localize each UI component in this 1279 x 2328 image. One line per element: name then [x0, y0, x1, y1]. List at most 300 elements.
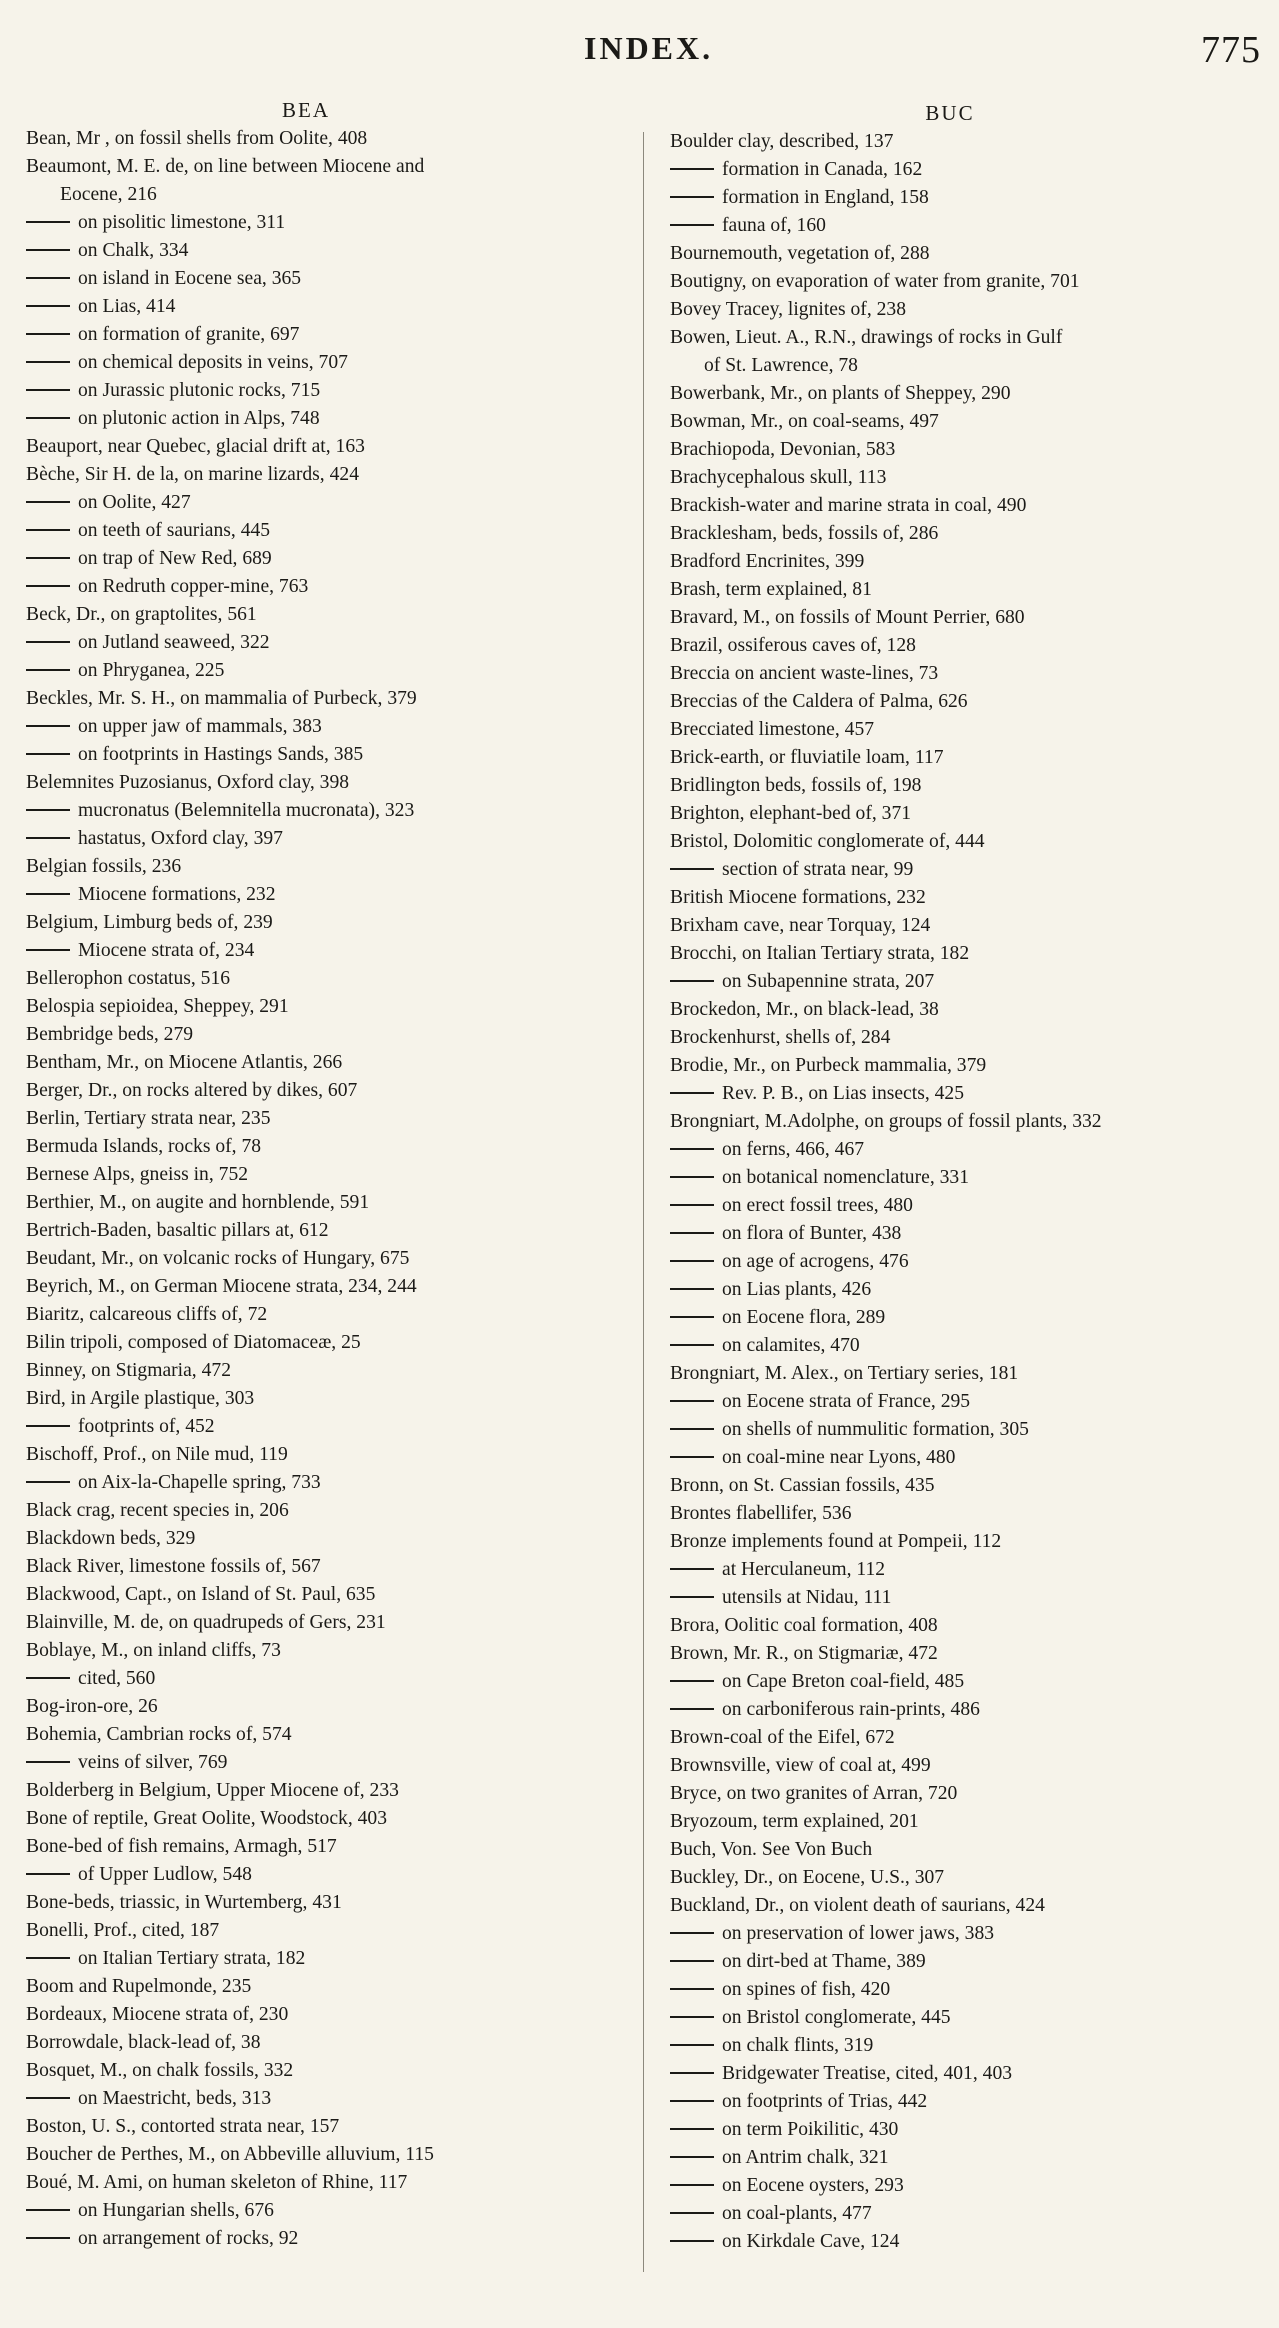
entry-text: on flora of Bunter, 438 — [722, 1223, 902, 1244]
entry-text: on arrangement of rocks, 92 — [78, 2228, 299, 2249]
index-entry — [26, 601, 640, 629]
index-subentry — [670, 1416, 1270, 1444]
index-entry — [26, 2001, 640, 2029]
entry-text: on plutonic action in Alps, 748 — [78, 408, 320, 429]
index-subentry — [670, 968, 1270, 996]
entry-text: Berlin, Tertiary strata near, 235 — [26, 1108, 271, 1129]
entry-text: on Eocene flora, 289 — [722, 1307, 886, 1328]
ditto-dash — [670, 1456, 714, 1458]
index-entry — [670, 576, 1270, 604]
index-subentry — [670, 212, 1270, 240]
ditto-dash — [26, 529, 70, 531]
entry-text: fauna of, 160 — [722, 215, 826, 236]
entry-text: on Eocene strata of France, 295 — [722, 1391, 971, 1412]
ditto-dash — [26, 585, 70, 587]
entry-text: Bowman, Mr., on coal-seams, 497 — [670, 411, 939, 432]
entry-text: of Upper Ludlow, 548 — [78, 1864, 252, 1885]
ditto-dash — [26, 1677, 70, 1679]
right-column-heading: BUC — [925, 101, 975, 125]
right-column — [670, 95, 1270, 2256]
entry-text: Brown-coal of the Eifel, 672 — [670, 1727, 895, 1748]
index-subentry — [670, 1080, 1270, 1108]
index-subentry — [26, 545, 640, 573]
index-entry — [670, 1500, 1270, 1528]
index-subentry — [670, 2004, 1270, 2032]
entry-text: on Jutland seaweed, 322 — [78, 632, 270, 653]
entry-text: Blackwood, Capt., on Island of St. Paul, 635 — [26, 1584, 376, 1605]
index-entry — [670, 1528, 1270, 1556]
index-entry — [26, 1385, 640, 1413]
ditto-dash — [670, 1596, 714, 1598]
index-subentry — [670, 1136, 1270, 1164]
entry-text: Beudant, Mr., on volcanic rocks of Hungary, 675 — [26, 1248, 410, 1269]
entry-text: on Lias, 414 — [78, 296, 176, 317]
entry-text: Brodie, Mr., on Purbeck mammalia, 379 — [670, 1055, 987, 1076]
index-entry — [670, 912, 1270, 940]
entry-text: on Redruth copper-mine, 763 — [78, 576, 309, 597]
entry-text: on botanical nomenclature, 331 — [722, 1167, 970, 1188]
index-entry — [26, 1049, 640, 1077]
ditto-dash — [26, 501, 70, 503]
index-entry — [26, 1609, 640, 1637]
index-subentry — [670, 1948, 1270, 1976]
index-subentry — [670, 1920, 1270, 1948]
index-entry — [26, 1581, 640, 1609]
entry-text: Beauport, near Quebec, glacial drift at, 163 — [26, 436, 365, 457]
ditto-dash — [26, 669, 70, 671]
index-subentry — [670, 1976, 1270, 2004]
index-subentry — [26, 1749, 640, 1777]
entry-text: on Italian Tertiary strata, 182 — [78, 1948, 306, 1969]
index-subentry — [26, 2225, 640, 2253]
index-entry — [26, 909, 640, 937]
entry-text: Bembridge beds, 279 — [26, 1024, 194, 1045]
index-entry — [26, 2029, 640, 2057]
index-subentry — [26, 1665, 640, 1693]
entry-text: Blainville, M. de, on quadrupeds of Gers, 231 — [26, 1612, 386, 1633]
index-entry — [26, 1917, 640, 1945]
ditto-dash — [26, 725, 70, 727]
entry-text: Beckles, Mr. S. H., on mammalia of Purbeck, 379 — [26, 688, 417, 709]
entry-text: Brongniart, M. Alex., on Tertiary series, 181 — [670, 1363, 1019, 1384]
index-subentry — [26, 1861, 640, 1889]
index-entry — [670, 240, 1270, 268]
entry-text: Boblaye, M., on inland cliffs, 73 — [26, 1640, 281, 1661]
ditto-dash — [670, 1092, 714, 1094]
index-entry — [670, 1360, 1270, 1388]
entry-text: on Maestricht, beds, 313 — [78, 2088, 272, 2109]
entry-text: Miocene formations, 232 — [78, 884, 276, 905]
index-subentry — [26, 937, 640, 965]
entry-text: on Bristol conglomerate, 445 — [722, 2007, 951, 2028]
ditto-dash — [670, 1260, 714, 1262]
ditto-dash — [26, 753, 70, 755]
ditto-dash — [26, 1481, 70, 1483]
entry-text: Brontes flabellifer, 536 — [670, 1503, 852, 1524]
ditto-dash — [26, 249, 70, 251]
entry-text: on term Poikilitic, 430 — [722, 2119, 899, 2140]
entry-text: on footprints of Trias, 442 — [722, 2091, 928, 2112]
entry-text: Bermuda Islands, rocks of, 78 — [26, 1136, 262, 1157]
entry-text: Bournemouth, vegetation of, 288 — [670, 243, 930, 264]
entry-text: Bischoff, Prof., on Nile mud, 119 — [26, 1444, 288, 1465]
index-subentry — [670, 2228, 1270, 2256]
right-entry-list — [670, 128, 1270, 2256]
entry-continuation: of St. Lawrence, 78 — [704, 355, 858, 376]
entry-text: Biaritz, calcareous cliffs of, 72 — [26, 1304, 268, 1325]
entry-text: on ferns, 466, 467 — [722, 1139, 865, 1160]
entry-text: on Subapennine strata, 207 — [722, 971, 935, 992]
index-subentry — [670, 856, 1270, 884]
ditto-dash — [670, 868, 714, 870]
entry-text: utensils at Nidau, 111 — [722, 1587, 892, 1608]
ditto-dash — [26, 2237, 70, 2239]
entry-text: Bosquet, M., on chalk fossils, 332 — [26, 2060, 294, 2081]
index-entry — [670, 1052, 1270, 1080]
ditto-dash — [26, 641, 70, 643]
index-entry — [26, 1637, 640, 1665]
index-subentry — [670, 2172, 1270, 2200]
entry-text: Beck, Dr., on graptolites, 561 — [26, 604, 257, 625]
index-subentry — [670, 1248, 1270, 1276]
index-subentry — [670, 2088, 1270, 2116]
entry-text: Belgian fossils, 236 — [26, 856, 182, 877]
entry-text: Brighton, elephant-bed of, 371 — [670, 803, 912, 824]
entry-text: Bolderberg in Belgium, Upper Miocene of, 233 — [26, 1780, 399, 1801]
ditto-dash — [670, 2212, 714, 2214]
index-entry — [670, 744, 1270, 772]
ditto-dash — [670, 980, 714, 982]
index-entry — [26, 1161, 640, 1189]
entry-text: Black River, limestone fossils of, 567 — [26, 1556, 321, 1577]
index-subentry — [670, 1556, 1270, 1584]
ditto-dash — [26, 837, 70, 839]
index-entry — [670, 772, 1270, 800]
entry-text: formation in Canada, 162 — [722, 159, 923, 180]
entry-text: Bird, in Argile plastique, 303 — [26, 1388, 255, 1409]
ditto-dash — [670, 2100, 714, 2102]
entry-text: on carboniferous rain-prints, 486 — [722, 1699, 980, 1720]
entry-text: Bone of reptile, Great Oolite, Woodstock, 403 — [26, 1808, 388, 1829]
ditto-dash — [26, 389, 70, 391]
entry-text: Berthier, M., on augite and hornblende, 591 — [26, 1192, 370, 1213]
entry-text: section of strata near, 99 — [722, 859, 914, 880]
ditto-dash — [26, 221, 70, 223]
index-subentry — [26, 657, 640, 685]
ditto-dash — [26, 2209, 70, 2211]
index-entry — [670, 1808, 1270, 1836]
index-entry — [670, 408, 1270, 436]
ditto-dash — [670, 1232, 714, 1234]
entry-text: Breccia on ancient waste-lines, 73 — [670, 663, 939, 684]
ditto-dash — [26, 893, 70, 895]
entry-text: on footprints in Hastings Sands, 385 — [78, 744, 364, 765]
index-entry — [26, 1973, 640, 2001]
index-subentry — [26, 825, 640, 853]
ditto-dash — [670, 1932, 714, 1934]
entry-text: Buckley, Dr., on Eocene, U.S., 307 — [670, 1867, 945, 1888]
entry-text: Bone-beds, triassic, in Wurtemberg, 431 — [26, 1892, 342, 1913]
entry-text: Brash, term explained, 81 — [670, 579, 872, 600]
index-entry — [26, 853, 640, 881]
index-entry — [670, 604, 1270, 632]
ditto-dash — [670, 1288, 714, 1290]
entry-text: on spines of fish, 420 — [722, 1979, 891, 2000]
entry-text: Borrowdale, black-lead of, 38 — [26, 2032, 261, 2053]
entry-text: Blackdown beds, 329 — [26, 1528, 196, 1549]
ditto-dash — [670, 1400, 714, 1402]
entry-text: Brongniart, M.Adolphe, on groups of fossil plants, 332 — [670, 1111, 1102, 1132]
entry-text: Bernese Alps, gneiss in, 752 — [26, 1164, 249, 1185]
index-entry — [670, 884, 1270, 912]
index-entry — [26, 1245, 640, 1273]
ditto-dash — [670, 168, 714, 170]
index-subentry — [26, 2085, 640, 2113]
entry-text: Bordeaux, Miocene strata of, 230 — [26, 2004, 289, 2025]
entry-text: at Herculaneum, 112 — [722, 1559, 886, 1580]
ditto-dash — [670, 1708, 714, 1710]
entry-text: on chalk flints, 319 — [722, 2035, 874, 2056]
index-subentry — [26, 573, 640, 601]
column-divider — [643, 132, 644, 2272]
index-subentry — [26, 321, 640, 349]
ditto-dash — [670, 2044, 714, 2046]
entry-text: Boom and Rupelmonde, 235 — [26, 1976, 252, 1997]
entry-text: Bryozoum, term explained, 201 — [670, 1811, 919, 1832]
entry-text: Bryce, on two granites of Arran, 720 — [670, 1783, 958, 1804]
entry-text: Belospia sepioidea, Sheppey, 291 — [26, 996, 289, 1017]
entry-text: on island in Eocene sea, 365 — [78, 268, 302, 289]
entry-text: Belemnites Puzosianus, Oxford clay, 398 — [26, 772, 350, 793]
ditto-dash — [670, 2184, 714, 2186]
ditto-dash — [26, 949, 70, 951]
index-entry — [670, 1024, 1270, 1052]
entry-text: Bilin tripoli, composed of Diatomaceæ, 25 — [26, 1332, 361, 1353]
entry-text: Bridlington beds, fossils of, 198 — [670, 775, 922, 796]
index-entry — [26, 965, 640, 993]
entry-text: mucronatus (Belemnitella mucronata), 323 — [78, 800, 415, 821]
entry-text: Bowen, Lieut. A., R.N., drawings of rocks in Gulf — [670, 327, 1063, 348]
index-subentry — [670, 1164, 1270, 1192]
entry-text: Bohemia, Cambrian rocks of, 574 — [26, 1724, 292, 1745]
entry-text: Bonelli, Prof., cited, 187 — [26, 1920, 220, 1941]
entry-text: Brockenhurst, shells of, 284 — [670, 1027, 891, 1048]
index-entry — [670, 716, 1270, 744]
entry-text: on Phryganea, 225 — [78, 660, 225, 681]
entry-text: Brocchi, on Italian Tertiary strata, 182 — [670, 943, 970, 964]
index-entry — [26, 2169, 640, 2197]
index-entry — [26, 1777, 640, 1805]
entry-text: Bentham, Mr., on Miocene Atlantis, 266 — [26, 1052, 343, 1073]
entry-text: Brackish-water and marine strata in coal, 490 — [670, 495, 1027, 516]
index-subentry — [670, 1696, 1270, 1724]
index-entry — [670, 940, 1270, 968]
entry-text: cited, 560 — [78, 1668, 156, 1689]
ditto-dash — [670, 1344, 714, 1346]
ditto-dash — [26, 2097, 70, 2099]
entry-text: hastatus, Oxford clay, 397 — [78, 828, 283, 849]
index-subentry — [26, 405, 640, 433]
index-subentry — [670, 156, 1270, 184]
entry-text: Bovey Tracey, lignites of, 238 — [670, 299, 907, 320]
index-subentry — [670, 2144, 1270, 2172]
entry-text: on Cape Breton coal-field, 485 — [722, 1671, 965, 1692]
ditto-dash — [670, 1316, 714, 1318]
index-entry — [670, 800, 1270, 828]
entry-text: Brown, Mr. R., on Stigmariæ, 472 — [670, 1643, 938, 1664]
entry-text: on dirt-bed at Thame, 389 — [722, 1951, 926, 1972]
index-subentry — [670, 2060, 1270, 2088]
index-subentry — [670, 2200, 1270, 2228]
index-entry — [670, 828, 1270, 856]
index-entry — [26, 685, 640, 713]
index-entry — [670, 1864, 1270, 1892]
entry-text: on coal-plants, 477 — [722, 2203, 872, 2224]
index-entry — [670, 632, 1270, 660]
index-subentry — [26, 2197, 640, 2225]
entry-text: Bog-iron-ore, 26 — [26, 1696, 158, 1717]
index-subentry — [670, 184, 1270, 212]
ditto-dash — [670, 1148, 714, 1150]
index-entry — [670, 1640, 1270, 1668]
index-entry — [26, 1553, 640, 1581]
entry-text: Buckland, Dr., on violent death of saurians, 424 — [670, 1895, 1045, 1916]
entry-text: on Jurassic plutonic rocks, 715 — [78, 380, 321, 401]
index-entry — [670, 1108, 1270, 1136]
ditto-dash — [670, 2072, 714, 2074]
index-subentry — [26, 517, 640, 545]
ditto-dash — [670, 1680, 714, 1682]
entry-text: Brachycephalous skull, 113 — [670, 467, 887, 488]
entry-text: on upper jaw of mammals, 383 — [78, 716, 322, 737]
index-entry — [26, 2057, 640, 2085]
index-subentry — [26, 265, 640, 293]
ditto-dash — [670, 2156, 714, 2158]
entry-text: Boutigny, on evaporation of water from granite, 701 — [670, 271, 1080, 292]
entry-text: on Aix-la-Chapelle spring, 733 — [78, 1472, 321, 1493]
entry-text: on calamites, 470 — [722, 1335, 860, 1356]
entry-text: on Oolite, 427 — [78, 492, 191, 513]
index-entry — [670, 688, 1270, 716]
index-subentry — [670, 1192, 1270, 1220]
index-entry — [670, 1472, 1270, 1500]
index-subentry — [26, 1469, 640, 1497]
index-entry — [670, 464, 1270, 492]
index-entry — [26, 1525, 640, 1553]
entry-text: footprints of, 452 — [78, 1416, 215, 1437]
entry-text: Bronze implements found at Pompeii, 112 — [670, 1531, 1002, 1552]
entry-text: Brora, Oolitic coal formation, 408 — [670, 1615, 938, 1636]
index-subentry — [670, 1668, 1270, 1696]
index-entry — [26, 993, 640, 1021]
ditto-dash — [26, 361, 70, 363]
index-entry — [26, 1301, 640, 1329]
index-entry — [670, 996, 1270, 1024]
index-subentry — [26, 1945, 640, 1973]
index-entry — [26, 1693, 640, 1721]
entry-text: Miocene strata of, 234 — [78, 940, 255, 961]
ditto-dash — [26, 1873, 70, 1875]
index-entry — [670, 128, 1270, 156]
index-subentry — [670, 2032, 1270, 2060]
entry-text: Brockedon, Mr., on black-lead, 38 — [670, 999, 939, 1020]
ditto-dash — [26, 417, 70, 419]
page-title: INDEX. — [584, 30, 714, 66]
index-entry — [26, 1133, 640, 1161]
index-entry — [670, 1836, 1270, 1864]
index-entry — [26, 1497, 640, 1525]
entry-text: Bertrich-Baden, basaltic pillars at, 612 — [26, 1220, 329, 1241]
entry-text: Brick-earth, or fluviatile loam, 117 — [670, 747, 944, 768]
index-entry — [26, 433, 640, 461]
entry-text: on age of acrogens, 476 — [722, 1251, 909, 1272]
index-entry — [26, 153, 640, 209]
index-entry — [670, 1780, 1270, 1808]
index-entry — [670, 660, 1270, 688]
index-entry — [670, 1724, 1270, 1752]
index-subentry — [26, 489, 640, 517]
index-entry — [26, 1833, 640, 1861]
index-entry — [670, 268, 1270, 296]
index-entry — [670, 520, 1270, 548]
entry-text: on formation of granite, 697 — [78, 324, 300, 345]
index-entry — [670, 380, 1270, 408]
ditto-dash — [26, 305, 70, 307]
ditto-dash — [26, 277, 70, 279]
index-entry — [670, 296, 1270, 324]
index-entry — [26, 2113, 640, 2141]
index-subentry — [26, 1413, 640, 1441]
ditto-dash — [26, 557, 70, 559]
index-subentry — [670, 1388, 1270, 1416]
entry-text: on shells of nummulitic formation, 305 — [722, 1419, 1029, 1440]
entry-text: on Chalk, 334 — [78, 240, 189, 261]
index-subentry — [26, 209, 640, 237]
index-subentry — [26, 349, 640, 377]
entry-text: Bracklesham, beds, fossils of, 286 — [670, 523, 939, 544]
index-entry — [26, 1357, 640, 1385]
entry-continuation: Eocene, 216 — [60, 184, 157, 205]
index-entry — [26, 2141, 640, 2169]
ditto-dash — [26, 1425, 70, 1427]
page-number: 775 — [1201, 29, 1261, 71]
entry-text: Brazil, ossiferous caves of, 128 — [670, 635, 916, 656]
entry-text: Bristol, Dolomitic conglomerate of, 444 — [670, 831, 985, 852]
entry-text: Brixham cave, near Torquay, 124 — [670, 915, 931, 936]
entry-text: veins of silver, 769 — [78, 1752, 228, 1773]
left-column-heading: BEA — [282, 98, 330, 122]
index-subentry — [26, 741, 640, 769]
entry-text: Bean, Mr , on fossil shells from Oolite, 408 — [26, 128, 368, 149]
index-entry — [26, 1441, 640, 1469]
ditto-dash — [26, 1761, 70, 1763]
entry-text: formation in England, 158 — [722, 187, 929, 208]
entry-text: on Antrim chalk, 321 — [722, 2147, 889, 2168]
index-subentry — [670, 1584, 1270, 1612]
index-subentry — [26, 713, 640, 741]
index-subentry — [26, 293, 640, 321]
index-entry — [670, 1752, 1270, 1780]
entry-text: Boué, M. Ami, on human skeleton of Rhine, 117 — [26, 2172, 408, 2193]
index-entry — [26, 461, 640, 489]
ditto-dash — [670, 1988, 714, 1990]
index-entry — [26, 1889, 640, 1917]
left-column — [26, 95, 640, 2253]
entry-text: Binney, on Stigmaria, 472 — [26, 1360, 231, 1381]
ditto-dash — [26, 1957, 70, 1959]
ditto-dash — [26, 809, 70, 811]
ditto-dash — [670, 2128, 714, 2130]
